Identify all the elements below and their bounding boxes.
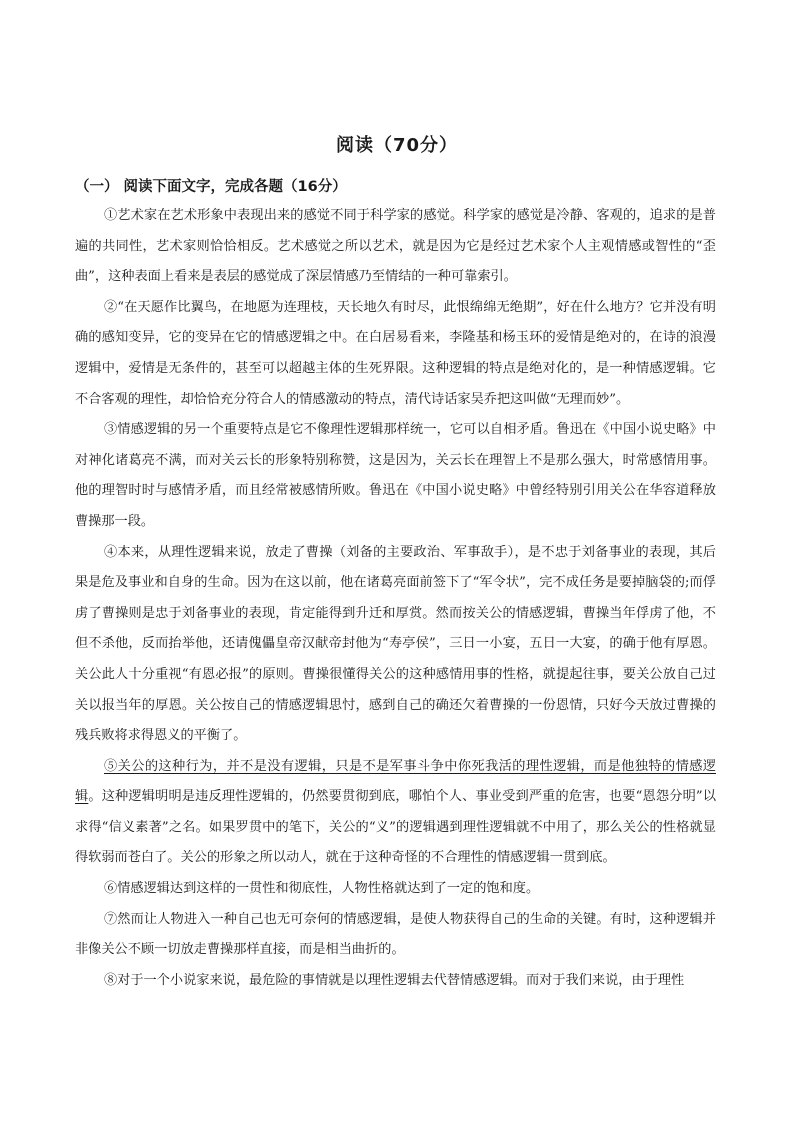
page-title: 阅读（70分）	[335, 135, 459, 156]
paragraph-6-text: ⑥情感逻辑达到这样的一贯性和彻底性，人物性格就达到了一定的饱和度。	[104, 881, 540, 897]
paragraph-2-text: ②“在天愿作比翼鸟，在地愿为连理枝，天长地久有时尽，此恨绵绵无绝期”，好在什么地方？它并没有明确的感知变异，它的变异在它的情感逻辑之中。在白居易看来，李隆基和杨玉环的爱情是绝对的，在诗的浪漫逻辑中，爱情是无条件的，甚至可以超越主体的生死界限。这种逻辑的特点是绝对化的，是一种情感逻辑。它不合客观的理性，却恰恰充分符合人的情感激动的特点，清代诗话家吴乔把这叫做“无理而妙”。	[75, 299, 716, 407]
paragraph-1	[75, 201, 716, 293]
paragraph-6	[75, 874, 716, 905]
paragraph-5	[75, 752, 716, 874]
paragraph-7-text: ⑦然而让人物进入一种自己也无可奈何的情感逻辑，是使人物获得自己的生命的关键。有时，这种逻辑并非像关公不顾一切放走曹操那样直接，而是相当曲折的。	[75, 911, 716, 958]
paragraph-3-text: ③情感逻辑的另一个重要特点是它不像理性逻辑那样统一，它可以自相矛盾。鲁迅在《中国小说史略》中对神化诸葛亮不满，而对关云长的形象特别称赞，这是因为，关云长在理智上不是那么强大，时常感情用事。他的理智时时与感情矛盾，而且经常被感情所败。鲁迅在《中国小说史略》中曾经特别引用关公在华容道释放曹操那一段。	[75, 422, 716, 529]
paragraph-4-text: ④本来，从理性逻辑来说，放走了曹操（刘备的主要政治、军事敌手），是不忠于刘备事业的表现，其后果是危及事业和自身的生命。因为在这以前，他在诸葛亮面前签下了“军令状”，完不成任务是要掉脑袋的;而俘虏了曹操则是忠于刘备事业的表现，肯定能得到升迁和厚赏。然而按关公的情感逻辑，曹操当年俘虏了他，不但不杀他，反而抬举他，还请傀儡皇帝汉献帝封他为“寿亭侯”，三日一小宴，五日一大宴，的确于他有厚恩。关公此人十分重视“有恩必报”的原则。曹操很懂得关公的这种感情用事的性格，就提起往事，要关公放自己过关以报当年的厚恩。关公按自己的情感逻辑思忖，感到自己的确还欠着曹操的一份恩情，只好今天放过曹操的残兵败将求得恩义的平衡了。	[75, 544, 716, 744]
paragraph-5-underlined-sentence: ⑤关公的这种行为，并不是没有逻辑，只是不是军事斗争中你死我活的理性逻辑，而是他独特的情感逻辑	[75, 758, 716, 805]
paragraph-4	[75, 538, 716, 752]
paragraph-8	[75, 966, 716, 997]
paragraph-2	[75, 293, 716, 415]
paragraph-7	[75, 905, 716, 966]
paragraph-1-text: ①艺术家在艺术形象中表现出来的感觉不同于科学家的感觉。科学家的感觉是冷静、客观的，追求的是普遍的共同性，艺术家则恰恰相反。艺术感觉之所以艺术，就是因为它是经过艺术家个人主观情感或智性的“歪曲”，这种表面上看来是表层的感觉成了深层情感乃至情结的一种可靠索引。	[75, 208, 716, 285]
reading-passage	[75, 201, 716, 996]
paragraph-3	[75, 415, 716, 537]
section-heading: （一） 阅读下面文字，完成各题（16分）	[75, 179, 347, 195]
paragraph-8-text: ⑧对于一个小说家来说，最危险的事情就是以理性逻辑去代替情感逻辑。而对于我们来说，由于理性	[104, 972, 685, 988]
paragraph-5-text: 。这种逻辑明明是违反理性逻辑的，仍然要贯彻到底，哪怕个人、事业受到严重的危害，也要“恩怨分明”以求得“信义素著”之名。如果罗贯中的笔下，关公的“义”的逻辑遇到理性逻辑就不中用了，那么关公的性格就显得软弱而苍白了。关公的形象之所以动人，就在于这种奇怪的不合理性的情感逻辑一贯到底。	[75, 789, 717, 866]
